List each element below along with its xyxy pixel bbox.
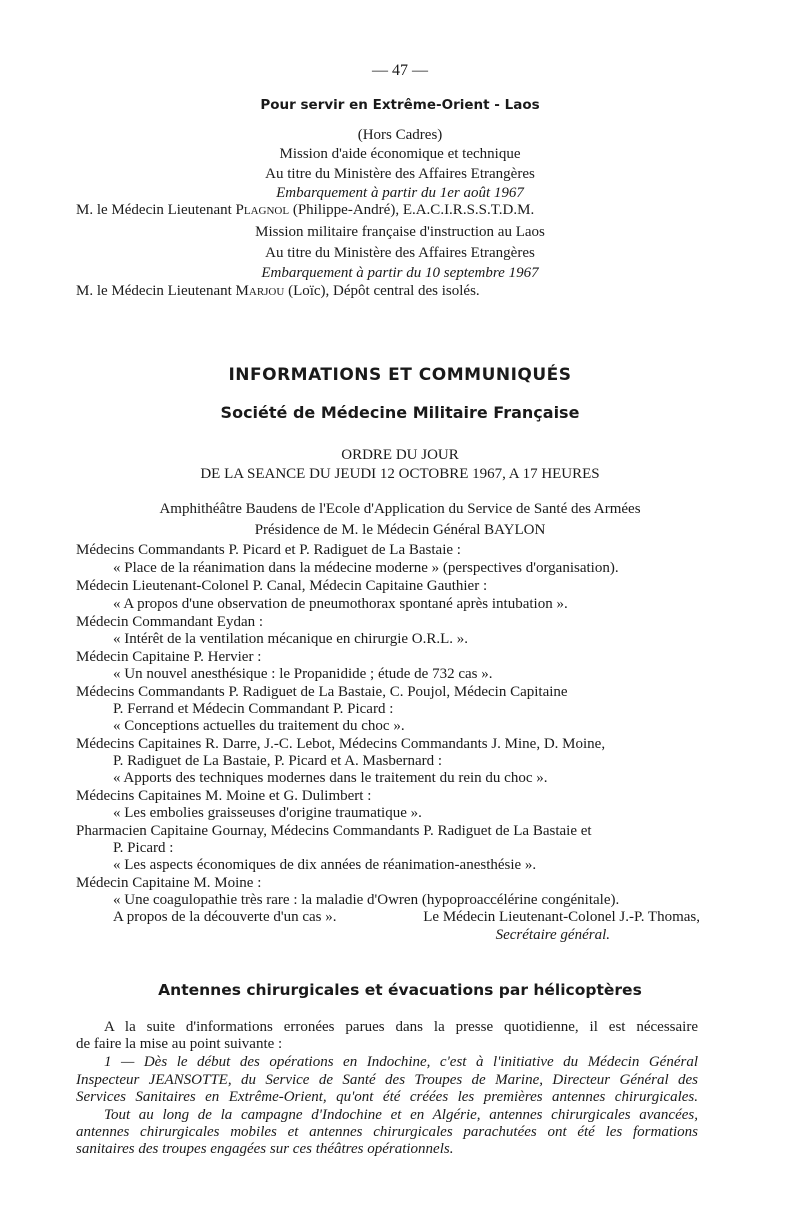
antennes-p3-line: antennes chirurgicales mobiles et antennes chirurgicales parachutées ont été les formations [76, 1124, 698, 1140]
agenda-talk: « A propos d'une observation de pneumothorax spontané après intubation ». [113, 596, 568, 612]
location: Amphithéâtre Baudens de l'Ecole d'Application du Service de Santé des Armées [159, 501, 641, 517]
society-title: Société de Médecine Militaire Française [220, 403, 580, 422]
ordre-line-1: ORDRE DU JOUR [341, 447, 459, 463]
agenda-speakers: Médecin Capitaine M. Moine : [76, 875, 262, 891]
officer-1-pre: M. le Médecin Lieutenant [76, 202, 236, 218]
agenda-talk: « Les embolies graisseuses d'origine traumatique ». [113, 805, 422, 821]
agenda-speakers: Médecin Capitaine P. Hervier : [76, 649, 262, 665]
officer-2-pre: M. le Médecin Lieutenant [76, 283, 236, 299]
antennes-p2-line: 1 — Dès le début des opérations en Indochine, c'est à l'initiative du Médecin Général [104, 1054, 698, 1070]
signature-role: Secrétaire général. [495, 927, 610, 943]
embarquement-2: Embarquement à partir du 10 septembre 1967 [261, 265, 539, 281]
embarquement-1: Embarquement à partir du 1er août 1967 [276, 185, 524, 201]
agenda-talk: « Une coagulopathie très rare : la maladie d'Owren (hypoproaccélérine congénitale). [113, 892, 620, 908]
agenda-speakers: Médecins Capitaines M. Moine et G. Dulimbert : [76, 788, 372, 804]
antennes-p1-line: de faire la mise au point suivante : [76, 1036, 283, 1052]
titre-1: Au titre du Ministère des Affaires Etrangères [265, 166, 535, 182]
presidence: Présidence de M. le Médecin Général BAYLON [254, 522, 546, 538]
antennes-title: Antennes chirurgicales et évacuations par hélicoptères [158, 981, 642, 999]
officer-1-name: Plagnol [235, 202, 290, 218]
titre-2: Au titre du Ministère des Affaires Etrangères [265, 245, 535, 261]
ordre-line-2: DE LA SEANCE DU JEUDI 12 OCTOBRE 1967, A 17 HEURES [200, 466, 600, 482]
antennes-p2-line: Services Sanitaires en Extrême-Orient, qu'ont été créées les premières antennes chirurgicales. [76, 1089, 698, 1105]
agenda-talk: « Apports des techniques modernes dans le traitement du rein du choc ». [113, 770, 548, 786]
agenda-talk: « Les aspects économiques de dix années de réanimation-anesthésie ». [113, 857, 537, 873]
agenda-speakers-cont: P. Radiguet de La Bastaie, P. Picard et A. Masbernard : [113, 753, 443, 769]
agenda-speakers: Médecins Commandants P. Picard et P. Radiguet de La Bastaie : [76, 542, 461, 558]
hors-cadres: (Hors Cadres) [357, 127, 443, 143]
agenda-speakers: Médecin Lieutenant-Colonel P. Canal, Médecin Capitaine Gauthier : [76, 578, 488, 594]
orient-heading: Pour servir en Extrême-Orient - Laos [260, 97, 540, 113]
agenda-speakers: Médecin Commandant Eydan : [76, 614, 264, 630]
agenda-talk-cont: A propos de la découverte d'un cas ». [113, 909, 337, 925]
antennes-p1-line: A la suite d'informations erronées parues dans la presse quotidienne, il est nécessaire [104, 1019, 698, 1035]
officer-2-post: (Loïc), Dépôt central des isolés. [284, 283, 480, 299]
page-number: — 47 — [372, 62, 428, 79]
antennes-p3-line: sanitaires des troupes engagées sur ces théâtres opérationnels. [76, 1141, 454, 1157]
agenda-speakers: Pharmacien Capitaine Gournay, Médecins Commandants P. Radiguet de La Bastaie et [76, 823, 592, 839]
officer-2 [76, 282, 480, 300]
mission-2: Mission militaire française d'instruction au Laos [255, 224, 545, 240]
agenda-talk: « Un nouvel anesthésique : le Propanidide ; étude de 732 cas ». [113, 666, 493, 682]
officer-1 [76, 201, 534, 219]
agenda-talk: « Place de la réanimation dans la médecine moderne » (perspectives d'organisation). [113, 560, 619, 576]
antennes-p3-line: Tout au long de la campagne d'Indochine et en Algérie, antennes chirurgicales avancées, [104, 1107, 698, 1123]
agenda-speakers: Médecins Capitaines R. Darre, J.-C. Lebot, Médecins Commandants J. Mine, D. Moine, [76, 736, 606, 752]
agenda-speakers-cont: P. Ferrand et Médecin Commandant P. Picard : [113, 701, 394, 717]
agenda-speakers-cont: P. Picard : [113, 840, 174, 856]
agenda-talk: « Intérêt de la ventilation mécanique en chirurgie O.R.L. ». [113, 631, 469, 647]
agenda-talk: « Conceptions actuelles du traitement du choc ». [113, 718, 405, 734]
officer-1-post: (Philippe-André), E.A.C.I.R.S.S.T.D.M. [289, 202, 535, 218]
agenda-speakers: Médecins Commandants P. Radiguet de La Bastaie, C. Poujol, Médecin Capitaine [76, 684, 568, 700]
mission-1: Mission d'aide économique et technique [279, 146, 521, 162]
signature-name: Le Médecin Lieutenant-Colonel J.-P. Thomas, [423, 909, 700, 925]
antennes-p2-line: Inspecteur JEANSOTTE, du Service de Santé des Troupes de Marine, Directeur Général des [76, 1072, 698, 1088]
info-title: INFORMATIONS ET COMMUNIQUÉS [228, 365, 572, 385]
officer-2-name: Marjou [235, 283, 285, 299]
